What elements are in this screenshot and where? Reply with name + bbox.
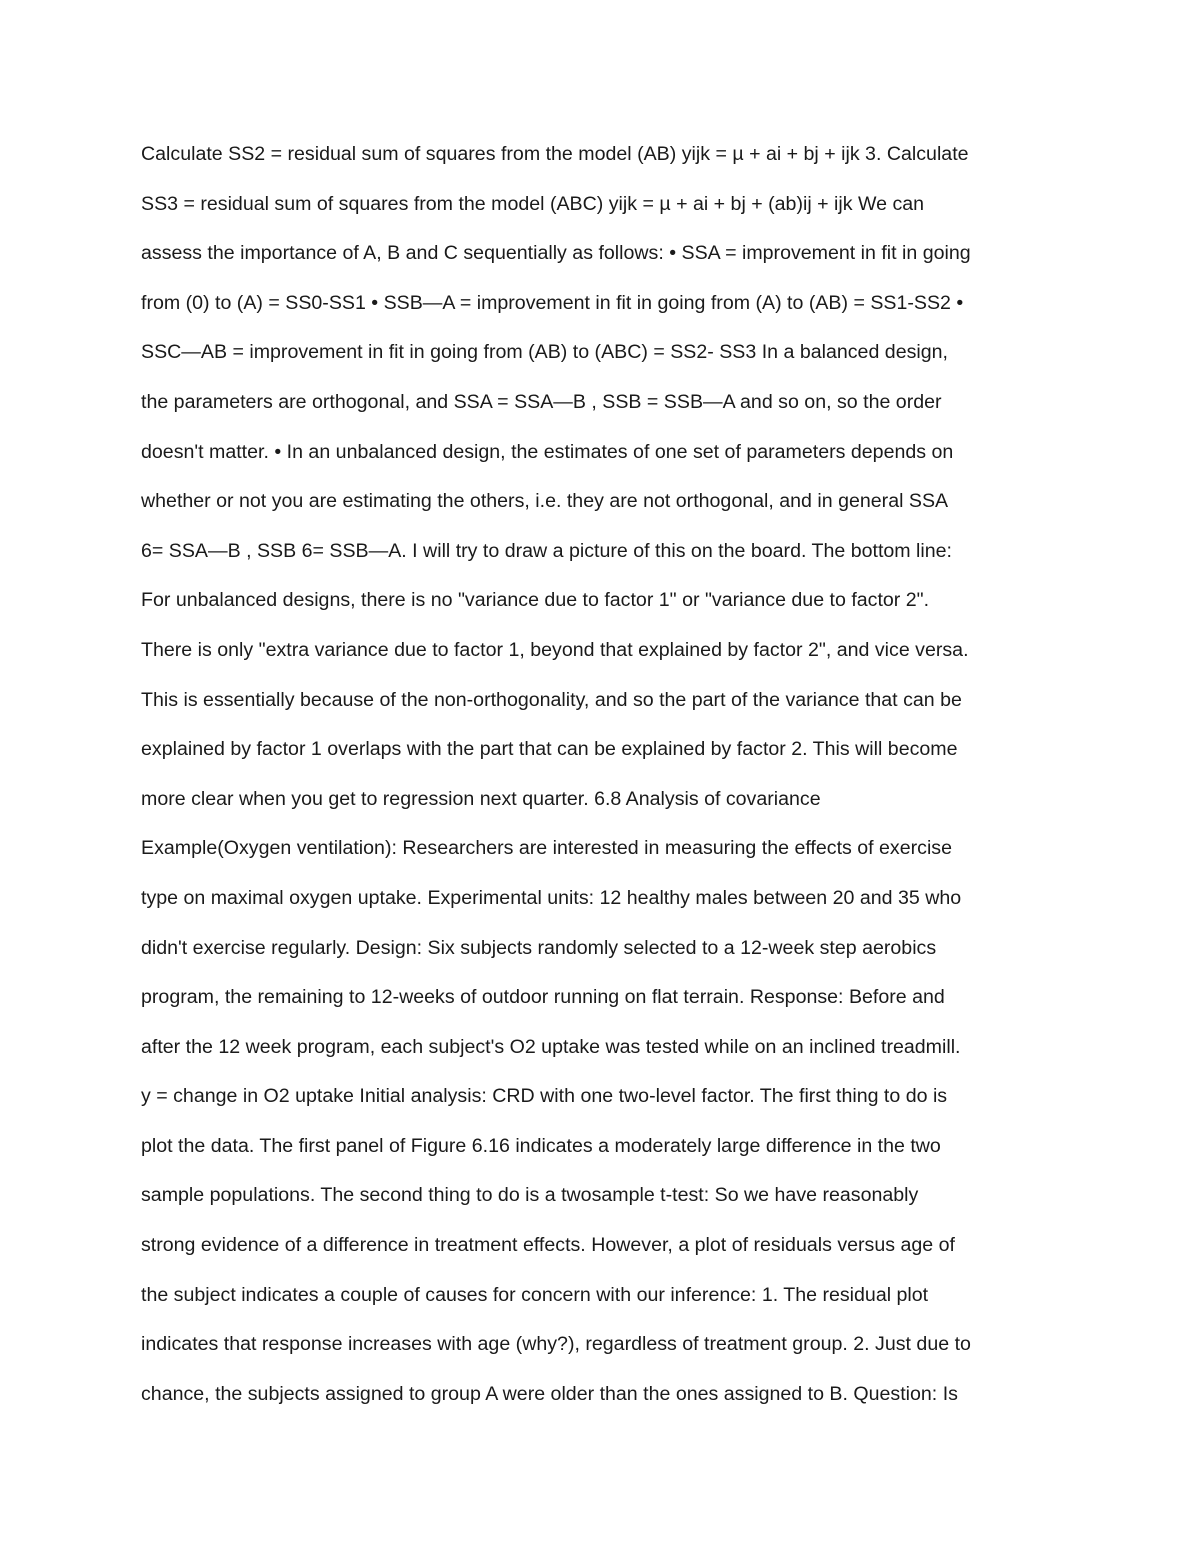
- text-line: explained by factor 1 overlaps with the part that can be explained by factor 2. This will become: [141, 738, 958, 761]
- text-line: sample populations. The second thing to do is a twosample t-test: So we have reasonably: [141, 1184, 919, 1207]
- body-text: [141, 137, 1081, 1426]
- text-line: whether or not you are estimating the others, i.e. they are not orthogonal, and in general SSA: [141, 490, 949, 513]
- text-line: 6= SSA—B , SSB 6= SSB—A. I will try to draw a picture of this on the board. The bottom line:: [141, 539, 952, 562]
- text-line: Calculate SS2 = residual sum of squares from the model (AB) yijk = µ + ai + bj + ijk 3. Calculate: [141, 143, 969, 165]
- text-line: the parameters are orthogonal, and SSA = SSA—B , SSB = SSB—A and so on, so the order: [141, 390, 942, 413]
- text-line: SS3 = residual sum of squares from the model (ABC) yijk = µ + ai + bj + (ab)ij + ijk We can: [141, 192, 925, 215]
- text-line: SSC—AB = improvement in fit in going from (AB) to (ABC) = SS2- SS3 In a balanced design,: [141, 341, 948, 364]
- text-line: type on maximal oxygen uptake. Experimental units: 12 healthy males between 20 and 35 who: [141, 886, 962, 909]
- text-line: strong evidence of a difference in treatment effects. However, a plot of residuals versus age of: [141, 1234, 955, 1257]
- text-line: doesn't matter. • In an unbalanced design, the estimates of one set of parameters depends on: [141, 440, 954, 463]
- text-line: There is only "extra variance due to factor 1, beyond that explained by factor 2", and vice versa.: [141, 638, 969, 661]
- text-line: For unbalanced designs, there is no "variance due to factor 1" or "variance due to factor 2".: [141, 589, 930, 612]
- text-line: after the 12 week program, each subject's O2 uptake was tested while on an inclined treadmill.: [141, 1035, 961, 1058]
- text-line: assess the importance of A, B and C sequentially as follows: • SSA = improvement in fit in going: [141, 242, 971, 265]
- text-line: more clear when you get to regression next quarter. 6.8 Analysis of covariance: [141, 787, 821, 810]
- text-line: plot the data. The first panel of Figure 6.16 indicates a moderately large difference in the two: [141, 1134, 941, 1157]
- text-line: This is essentially because of the non-orthogonality, and so the part of the variance that can be: [141, 688, 962, 711]
- text-line: Example(Oxygen ventilation): Researchers are interested in measuring the effects of exercise: [141, 837, 952, 860]
- text-line: y = change in O2 uptake Initial analysis: CRD with one two-level factor. The first thing to do is: [141, 1085, 948, 1108]
- text-line: indicates that response increases with age (why?), regardless of treatment group. 2. Just due to: [141, 1333, 971, 1356]
- text-line: from (0) to (A) = SS0-SS1 • SSB—A = improvement in fit in going from (A) to (AB) = SS1-SS2 •: [141, 291, 964, 314]
- text-line: chance, the subjects assigned to group A were older than the ones assigned to B. Question: Is: [141, 1382, 958, 1405]
- text-line: program, the remaining to 12-weeks of outdoor running on flat terrain. Response: Before and: [141, 986, 945, 1009]
- text-line: didn't exercise regularly. Design: Six subjects randomly selected to a 12-week step aerobics: [141, 936, 937, 959]
- text-line: the subject indicates a couple of causes for concern with our inference: 1. The residual plot: [141, 1283, 929, 1306]
